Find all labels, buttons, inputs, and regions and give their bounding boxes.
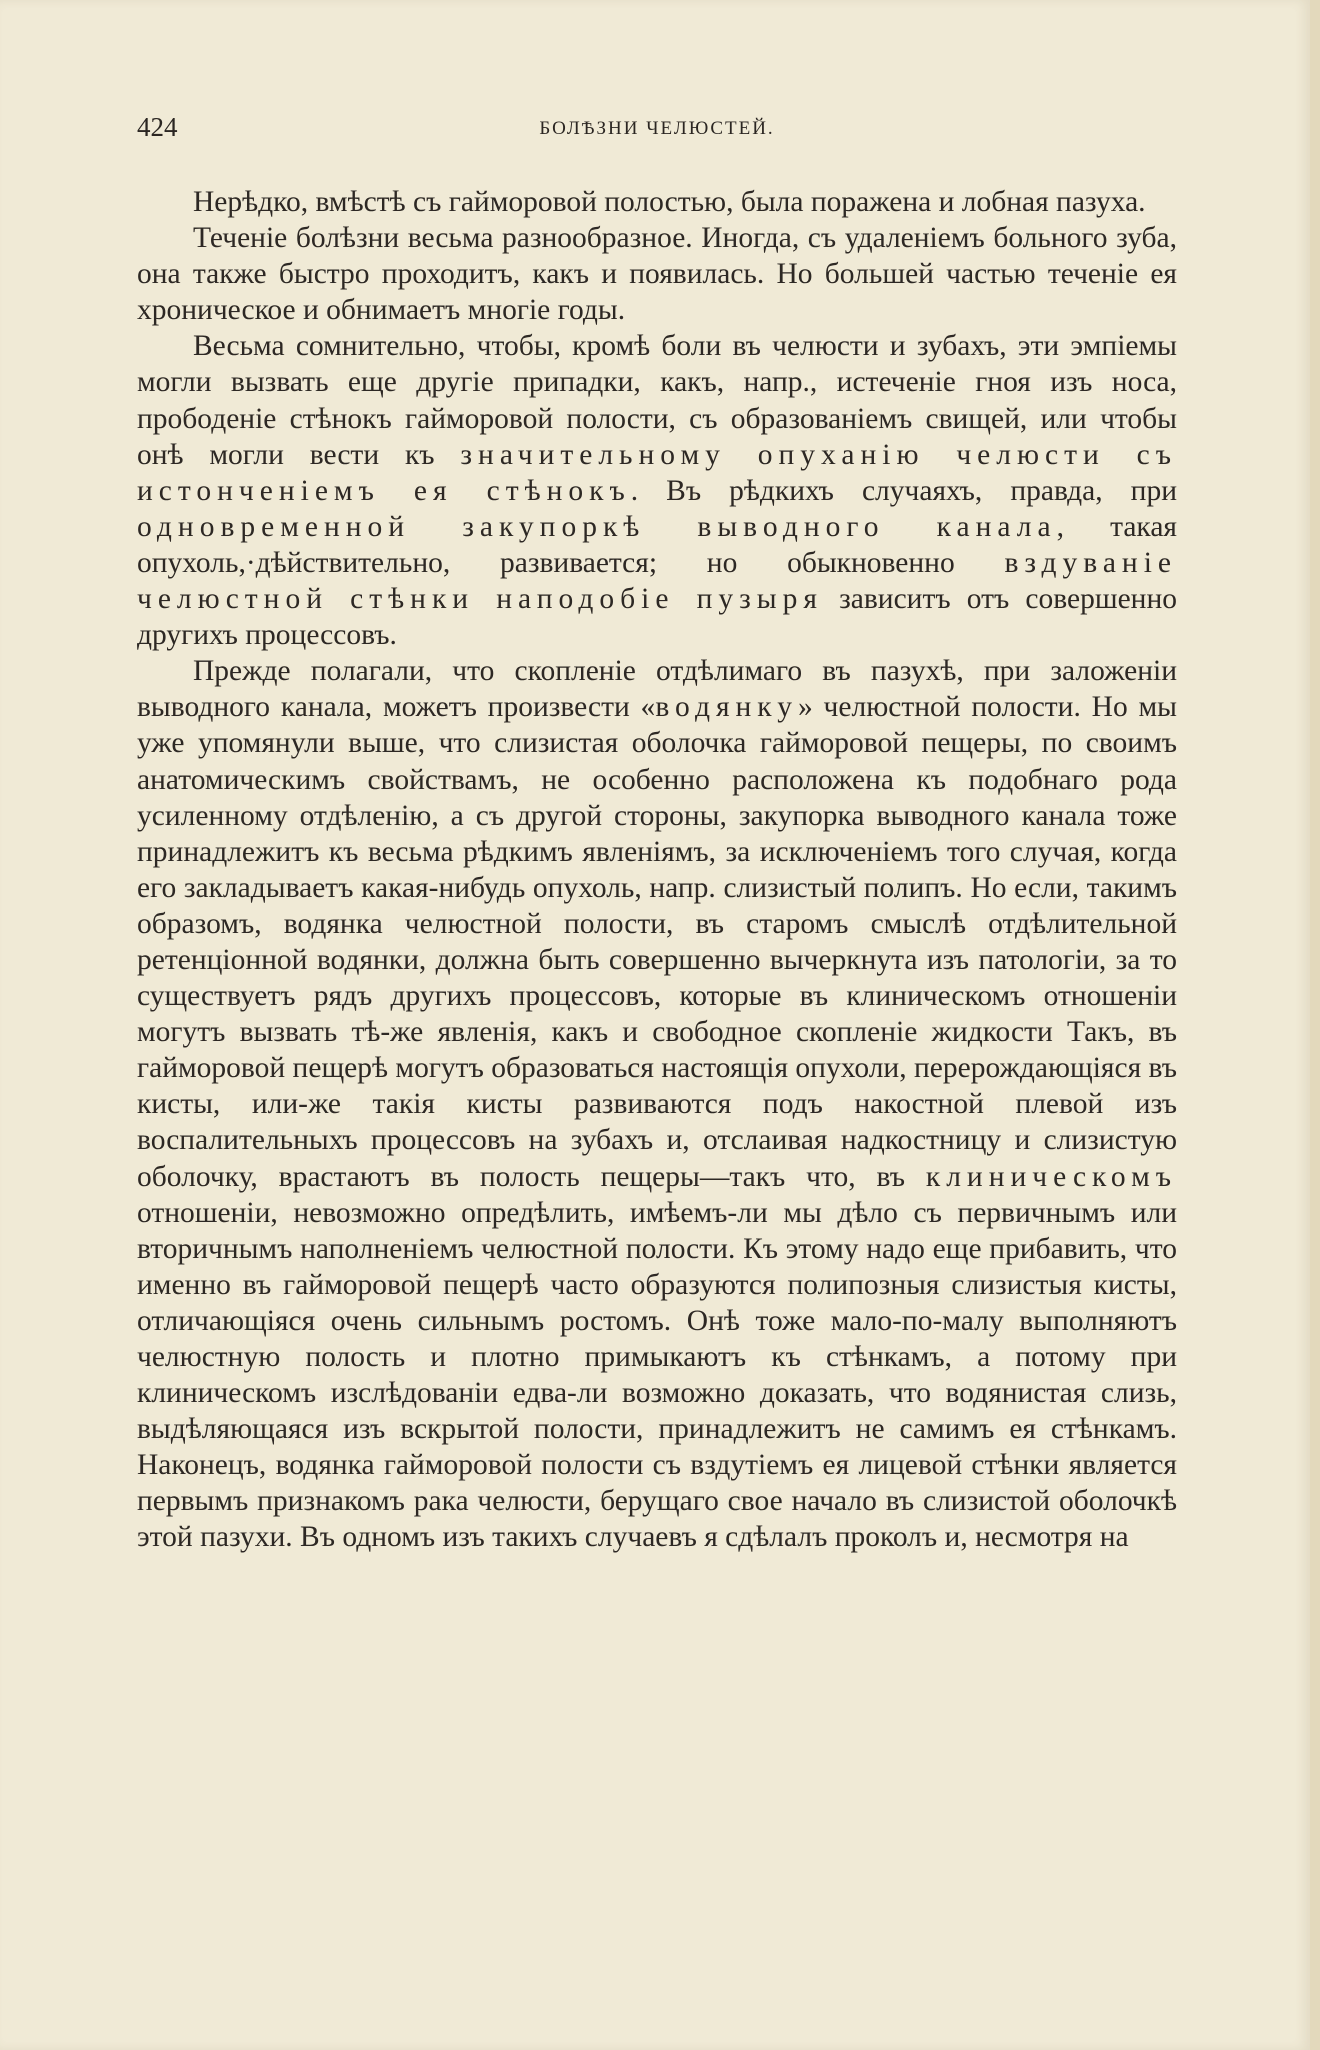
page-edge — [1310, 0, 1320, 2050]
spaced-emphasis-text: одновременной закупоркѣ выводного канала — [137, 510, 1057, 543]
body-text — [137, 184, 1177, 1556]
text-run: , такая опухоль,·дѣйствительно, развивается; но обыкновенно — [137, 510, 1177, 579]
text-run: Теченіе болѣзни весьма разнообразное. Иногда, съ удаленіемъ больного зуба, она также быстро проходитъ, какъ и появилась. Но большей частью теченіе ея хроническое и обнимаетъ многіе годы. — [137, 222, 1177, 327]
text-run: Нерѣдко, вмѣстѣ съ гайморовой полостью, была поражена и лобная пазуха. — [193, 186, 1146, 218]
page-header — [137, 112, 1177, 152]
spaced-emphasis-text: водянку — [655, 691, 798, 724]
text-run: зависитъ отъ совершенно другихъ процессовъ. — [137, 583, 1177, 652]
spaced-emphasis-text: клиническомъ — [925, 1160, 1177, 1193]
spaced-emphasis-text: вздуваніе челюстной стѣнки наподобіе пузыря — [137, 546, 1177, 616]
running-head: БОЛѢЗНИ ЧЕЛЮСТЕЙ. — [539, 118, 775, 139]
page-number: 424 — [137, 112, 178, 142]
paragraph — [137, 328, 1177, 653]
paragraph — [137, 184, 1177, 220]
paragraph — [137, 653, 1177, 1555]
spaced-emphasis-text: значительному опуханію челюсти съ истонченіемъ ея стѣнокъ — [137, 438, 1177, 507]
text-run: Прежде полагали, что скопленіе отдѣлимаго въ пазухѣ, при заложеніи выводного канала, можетъ произвести « — [137, 655, 1177, 724]
text-run: Весьма сомнительно, чтобы, кромѣ боли въ челюсти и зубахъ, эти эмпіемы могли вызвать еще другіе припадки, какъ, напр., истеченіе гноя изъ носа, прободеніе стѣнокъ гайморовой полости, съ образованіемъ свищей, или чтобы онѣ могли вести къ — [137, 330, 1177, 471]
text-run: » челюстной полости. Но мы уже упомянули выше, что слизистая оболочка гайморовой пещеры, по своимъ анатомическимъ свойствамъ, не особенно расположена къ подобнаго рода усиленному отдѣленію, а съ другой стороны, закупорка выводного канала тоже принадлежитъ къ весьма рѣдкимъ явленіямъ, за исключеніемъ того случая, когда его закладываетъ какая-нибудь опухоль, напр. слизистый полипъ. Но если, такимъ образомъ, водянка челюстной полости, въ старомъ смыслѣ отдѣлительной ретенціонной водянки, должна быть совершенно вычеркнута изъ патологіи, за то существуетъ рядъ другихъ процессовъ, которые въ клиническомъ отношеніи могутъ вызвать тѣ-же явленія, какъ и свободное скопленіе жидкости Такъ, въ гайморовой пещерѣ могутъ образоваться настоящія опухоли, перерождающіяся въ кисты, или-же такія кисты развиваются подъ накостной плевой изъ воспалительныхъ процессовъ на зубахъ и, отслаивая надкостницу и слизистую оболочку, врастаютъ въ полость пещеры—такъ что, въ — [137, 691, 1177, 1193]
text-run: отношеніи, невозможно опредѣлить, имѣемъ-ли мы дѣло съ первичнымъ или вторичнымъ наполненіемъ челюстной полости. Къ этому надо еще прибавить, что именно въ гайморовой пещерѣ часто образуются полипозныя слизистыя кисты, отличающіяся очень сильнымъ ростомъ. Онѣ тоже мало-по-малу выполняютъ челюстную полость и плотно примыкаютъ къ стѣнкамъ, а потому при клиническомъ изслѣдованіи едва-ли возможно доказать, что водянистая слизь, выдѣляющаяся изъ вскрытой полости, принадлежитъ не самимъ ея стѣнкамъ. Наконецъ, водянка гайморовой полости съ вздутіемъ ея лицевой стѣнки является первымъ признакомъ рака челюсти, берущаго свое начало въ слизистой оболочкѣ этой пазухи. Въ одномъ изъ такихъ случаевъ я сдѣлалъ проколъ и, несмотря на — [137, 1196, 1177, 1554]
paragraph — [137, 220, 1177, 328]
text-run: . Въ рѣдкихъ случаяхъ, правда, при — [630, 474, 1177, 507]
